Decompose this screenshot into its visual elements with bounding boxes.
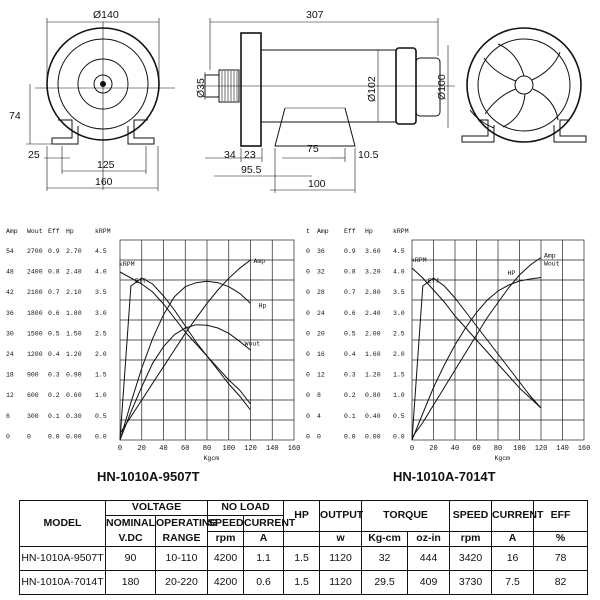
cell-hp: 1.5 bbox=[284, 571, 320, 595]
x-tick-label: 0 bbox=[117, 445, 123, 453]
shaft-diameter-label: Ø35 bbox=[195, 78, 207, 98]
scale-value: 0 bbox=[6, 433, 10, 441]
scale-value: 0.0 bbox=[48, 433, 60, 441]
scale-value: 0.4 bbox=[344, 351, 356, 358]
column-header: Eff bbox=[344, 228, 356, 235]
scale-value: 2.40 bbox=[66, 268, 82, 276]
scale-value: 0 bbox=[306, 309, 310, 317]
unit-ozin: oz-in bbox=[408, 532, 450, 547]
scale-value: 1.50 bbox=[66, 330, 82, 338]
scale-value: 0 bbox=[306, 412, 310, 420]
side-dim-100: 100 bbox=[308, 178, 326, 190]
scale-value: 0.1 bbox=[48, 412, 60, 420]
scale-value: 2.40 bbox=[365, 309, 381, 317]
th-operating: OPERATING bbox=[156, 516, 208, 532]
front-foot-label: 25 bbox=[28, 149, 40, 161]
scale-value: 2.80 bbox=[365, 289, 381, 297]
scale-value: 3.5 bbox=[393, 289, 405, 297]
unit-rpm-2: rpm bbox=[450, 532, 492, 547]
scale-value: 18 bbox=[6, 371, 14, 379]
th-nominal: NOMINAL bbox=[106, 516, 156, 532]
dimension-drawings bbox=[0, 0, 600, 210]
front-span-label: 125 bbox=[97, 159, 115, 171]
scale-value: 1.60 bbox=[365, 351, 381, 358]
scale-value: 2100 bbox=[27, 289, 43, 297]
scale-value: 32 bbox=[317, 268, 325, 276]
cell-nominal: 180 bbox=[106, 571, 156, 595]
performance-chart-right bbox=[300, 224, 600, 496]
x-tick-label: 100 bbox=[513, 445, 526, 453]
scale-value: 48 bbox=[6, 268, 14, 276]
column-header: t bbox=[306, 228, 310, 235]
scale-value: 0.00 bbox=[66, 433, 82, 441]
caption-right: HN-1010A-7014T bbox=[393, 469, 496, 484]
curve-label-amp: Amp bbox=[253, 258, 266, 265]
scale-value: 4 bbox=[317, 412, 321, 420]
scale-value: 3.60 bbox=[365, 248, 381, 255]
column-header: Eff bbox=[48, 228, 60, 235]
scale-value: 20 bbox=[317, 330, 325, 338]
scale-value: 0.6 bbox=[344, 309, 356, 317]
scale-value: 0 bbox=[306, 351, 310, 358]
scale-value: 0.7 bbox=[48, 289, 60, 297]
front-view-drawing bbox=[9, 9, 175, 191]
scale-value: 300 bbox=[27, 412, 39, 420]
scale-value: 0 bbox=[306, 330, 310, 338]
x-tick-label: 20 bbox=[429, 445, 438, 453]
scale-value: 16 bbox=[317, 351, 325, 358]
scale-value: 0.90 bbox=[66, 371, 82, 379]
front-diameter-label: Ø140 bbox=[93, 9, 119, 21]
scale-value: 0.9 bbox=[48, 248, 60, 255]
column-header: Amp bbox=[317, 228, 329, 235]
scale-value: 0.6 bbox=[48, 309, 60, 317]
scale-value: 0.7 bbox=[344, 289, 356, 297]
scale-value: 3.0 bbox=[393, 309, 405, 317]
scale-value: 0.00 bbox=[365, 433, 381, 441]
cell-kgcm: 32 bbox=[362, 547, 408, 571]
column-header: kRPM bbox=[95, 228, 111, 235]
unit-pct: % bbox=[534, 532, 588, 547]
th-speed: SPEED bbox=[450, 501, 492, 532]
scale-value: 1800 bbox=[27, 309, 43, 317]
curve-label-krpm: kRPM bbox=[119, 261, 135, 268]
column-header: Hp bbox=[66, 228, 74, 235]
th-current: CURRENT bbox=[492, 501, 534, 532]
cell-ozin: 409 bbox=[408, 571, 450, 595]
side-view-drawing bbox=[195, 9, 455, 193]
scale-value: 1.0 bbox=[95, 392, 107, 400]
scale-value: 0 bbox=[306, 371, 310, 379]
scale-value: 0.5 bbox=[95, 412, 107, 420]
scale-value: 0.1 bbox=[344, 412, 356, 420]
scale-value: 24 bbox=[6, 351, 14, 358]
scale-value: 1.20 bbox=[66, 351, 82, 358]
front-height-label: 74 bbox=[9, 110, 21, 122]
cell-nl-speed: 4200 bbox=[208, 547, 244, 571]
scale-value: 12 bbox=[317, 371, 325, 379]
curve-label-eff: Eff bbox=[427, 278, 440, 285]
scale-value: 2400 bbox=[27, 268, 43, 276]
unit-hp-blank bbox=[284, 532, 320, 547]
side-dim-10-5: 10.5 bbox=[358, 149, 379, 161]
th-no-load: NO LOAD bbox=[208, 501, 284, 516]
scale-value: 2700 bbox=[27, 248, 43, 255]
scale-value: 2.0 bbox=[393, 351, 405, 358]
end-diameter-label: Ø100 bbox=[436, 74, 448, 100]
scale-value: 0.8 bbox=[344, 268, 356, 276]
scale-value: 2.70 bbox=[66, 248, 82, 255]
scale-value: 0.5 bbox=[393, 412, 405, 420]
scale-value: 0.3 bbox=[48, 371, 60, 379]
scale-value: 0.2 bbox=[344, 392, 356, 400]
th-eff: EFF bbox=[534, 501, 588, 532]
scale-value: 900 bbox=[27, 371, 39, 379]
x-tick-label: 120 bbox=[534, 445, 548, 453]
x-tick-label: 80 bbox=[493, 445, 503, 453]
scale-value: 1.5 bbox=[95, 371, 107, 379]
scale-value: 0.2 bbox=[48, 392, 60, 400]
side-dim-34: 34 bbox=[224, 149, 236, 161]
rear-fan-drawing bbox=[462, 28, 586, 142]
unit-w: w bbox=[320, 532, 362, 547]
x-tick-label: 20 bbox=[137, 445, 146, 453]
scale-value: 0 bbox=[27, 433, 31, 441]
scale-value: 600 bbox=[27, 392, 39, 400]
scale-value: 1.20 bbox=[365, 371, 381, 379]
scale-value: 0 bbox=[306, 289, 310, 297]
front-width-label: 160 bbox=[95, 176, 113, 188]
scale-value: 0.5 bbox=[344, 330, 356, 338]
scale-value: 0 bbox=[306, 392, 310, 400]
table-row bbox=[20, 571, 588, 595]
scale-value: 6 bbox=[6, 412, 10, 420]
cell-speed: 3730 bbox=[450, 571, 492, 595]
scale-value: 0.8 bbox=[48, 268, 60, 276]
scale-value: 0 bbox=[317, 433, 321, 441]
scale-value: 0.0 bbox=[95, 433, 107, 441]
scale-value: 4.0 bbox=[95, 268, 107, 276]
unit-rpm: rpm bbox=[208, 532, 244, 547]
scale-value: 42 bbox=[6, 289, 14, 297]
scale-value: 0 bbox=[306, 268, 310, 276]
column-header: Amp bbox=[6, 228, 18, 235]
scale-value: 36 bbox=[6, 309, 14, 317]
x-tick-label: 40 bbox=[159, 445, 168, 453]
cell-nominal: 90 bbox=[106, 547, 156, 571]
th-model: MODEL bbox=[20, 501, 106, 547]
side-dim-95-5: 95.5 bbox=[241, 164, 262, 176]
scale-value: 0.3 bbox=[344, 371, 356, 379]
scale-value: 4.5 bbox=[393, 248, 405, 255]
scale-value: 0.4 bbox=[48, 351, 60, 358]
unit-amp-2: A bbox=[492, 532, 534, 547]
cell-range: 10-110 bbox=[156, 547, 208, 571]
scale-value: 2.00 bbox=[365, 330, 381, 338]
side-dim-75: 75 bbox=[307, 143, 319, 155]
x-tick-label: 60 bbox=[472, 445, 481, 453]
cell-model: HN-1010A-7014T bbox=[20, 571, 106, 595]
scale-value: 12 bbox=[6, 392, 14, 400]
cell-hp: 1.5 bbox=[284, 547, 320, 571]
cell-eff: 78 bbox=[534, 547, 588, 571]
scale-value: 0.9 bbox=[344, 248, 356, 255]
curve-label-wout: Wout bbox=[244, 340, 261, 348]
performance-chart-right-svg bbox=[300, 224, 600, 496]
table-row bbox=[20, 547, 588, 571]
cell-eff: 82 bbox=[534, 571, 588, 595]
caption-left: HN-1010A-9507T bbox=[97, 469, 200, 484]
x-tick-label: 160 bbox=[577, 445, 591, 453]
scale-value: 1.80 bbox=[66, 309, 82, 317]
th-hp: HP bbox=[284, 501, 320, 532]
scale-value: 0.0 bbox=[393, 433, 405, 441]
column-header: Wout bbox=[27, 228, 43, 235]
scale-value: 2.5 bbox=[393, 330, 405, 338]
scale-value: 2.10 bbox=[66, 289, 82, 297]
column-header: Hp bbox=[365, 228, 373, 235]
unit-amp: A bbox=[244, 532, 284, 547]
scale-value: 1500 bbox=[27, 330, 43, 338]
th-nl-speed: SPEED bbox=[208, 516, 244, 532]
scale-value: 0.60 bbox=[66, 392, 82, 400]
scale-value: 4.0 bbox=[393, 268, 405, 276]
x-tick-label: 100 bbox=[222, 445, 236, 453]
cell-output: 1120 bbox=[320, 547, 362, 571]
scale-value: 3.0 bbox=[95, 309, 107, 317]
x-unit-label: Kgcm bbox=[494, 455, 511, 462]
x-tick-label: 40 bbox=[450, 445, 460, 453]
scale-value: 0 bbox=[306, 248, 310, 255]
x-tick-label: 0 bbox=[409, 445, 415, 453]
performance-chart-left-svg bbox=[0, 224, 300, 496]
scale-value: 0.30 bbox=[66, 412, 82, 420]
scale-value: 3.5 bbox=[95, 289, 107, 297]
x-tick-label: 60 bbox=[181, 445, 190, 453]
scale-value: 28 bbox=[317, 289, 325, 297]
cell-kgcm: 29.5 bbox=[362, 571, 408, 595]
unit-kgcm: Kg-cm bbox=[362, 532, 408, 547]
curve-label-krpm: kRPM bbox=[411, 257, 427, 264]
cell-current: 16 bbox=[492, 547, 534, 571]
scale-value: 0.0 bbox=[344, 433, 356, 441]
th-output: OUTPUT bbox=[320, 501, 362, 532]
scale-value: 36 bbox=[317, 248, 325, 255]
curve-label-hp: Hp bbox=[258, 302, 267, 310]
th-range: RANGE bbox=[156, 532, 208, 547]
cell-current: 7.5 bbox=[492, 571, 534, 595]
scale-value: 24 bbox=[317, 309, 325, 317]
cell-nl-speed: 4200 bbox=[208, 571, 244, 595]
scale-value: 30 bbox=[6, 330, 14, 338]
cell-range: 20-220 bbox=[156, 571, 208, 595]
cell-ozin: 444 bbox=[408, 547, 450, 571]
scale-value: 54 bbox=[6, 248, 14, 255]
x-tick-label: 120 bbox=[244, 445, 257, 453]
scale-value: 0 bbox=[306, 433, 310, 441]
performance-chart-left bbox=[0, 224, 300, 496]
cell-speed: 3420 bbox=[450, 547, 492, 571]
scale-value: 0.40 bbox=[365, 412, 381, 420]
th-voltage: VOLTAGE bbox=[106, 501, 208, 516]
x-unit-label: Kgcm bbox=[203, 455, 220, 462]
scale-value: 2.0 bbox=[95, 351, 107, 358]
th-vdc: V.DC bbox=[106, 532, 156, 547]
body-diameter-label: Ø102 bbox=[366, 76, 378, 102]
cell-output: 1120 bbox=[320, 571, 362, 595]
scale-value: 3.20 bbox=[365, 268, 381, 276]
scale-value: 1200 bbox=[27, 351, 43, 358]
scale-value: 4.5 bbox=[95, 248, 107, 255]
side-dim-23: 23 bbox=[244, 149, 256, 161]
cell-nl-current: 0.6 bbox=[244, 571, 284, 595]
spec-table bbox=[19, 500, 588, 595]
cell-nl-current: 1.1 bbox=[244, 547, 284, 571]
x-tick-label: 140 bbox=[556, 445, 569, 453]
scale-value: 0.5 bbox=[48, 330, 60, 338]
x-tick-label: 80 bbox=[202, 445, 212, 453]
th-torque: TORQUE bbox=[362, 501, 450, 532]
th-nl-current: CURRENT bbox=[244, 516, 284, 532]
scale-value: 1.5 bbox=[393, 371, 405, 379]
x-tick-label: 160 bbox=[287, 445, 300, 453]
x-tick-label: 140 bbox=[265, 445, 279, 453]
column-header: kRPM bbox=[393, 228, 409, 235]
curve-label-wout: Wout bbox=[544, 260, 560, 268]
curve-label-amp: Amp bbox=[544, 252, 556, 260]
side-length-label: 307 bbox=[306, 9, 324, 21]
cell-model: HN-1010A-9507T bbox=[20, 547, 106, 571]
curve-label-hp: HP bbox=[507, 270, 516, 277]
scale-value: 0.80 bbox=[365, 392, 381, 400]
curve-label-eff: Eff bbox=[134, 278, 147, 285]
scale-value: 1.0 bbox=[393, 392, 405, 400]
scale-value: 8 bbox=[317, 392, 321, 400]
scale-value: 2.5 bbox=[95, 330, 107, 338]
